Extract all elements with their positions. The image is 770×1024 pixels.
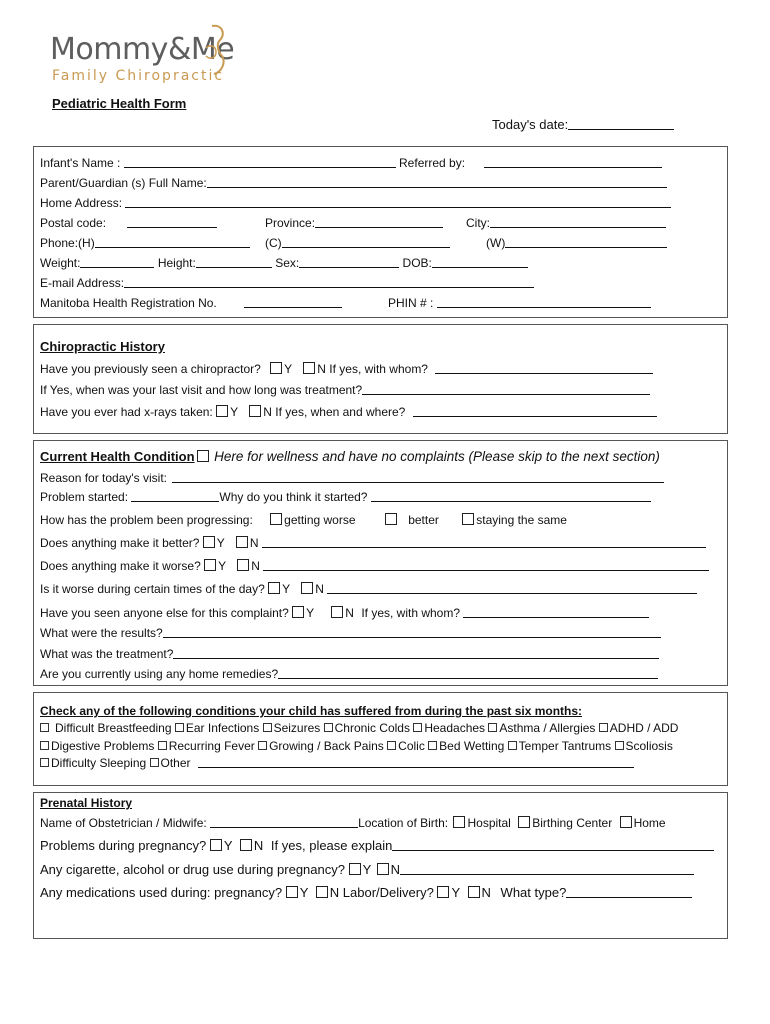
staying-same-label: staying the same	[476, 513, 567, 527]
results-label: What were the results?	[40, 626, 163, 640]
times-field[interactable]	[327, 582, 697, 594]
condition-label: Seizures	[273, 721, 321, 735]
obstetrician-row	[40, 816, 666, 830]
condition-label: Difficulty Sleeping	[51, 756, 147, 770]
condition-checkbox[interactable]	[158, 741, 167, 750]
obstetrician-label: Name of Obstetrician / Midwife:	[40, 816, 207, 830]
home-address-label: Home Address:	[40, 196, 123, 210]
no-label: N	[315, 582, 324, 596]
weight-label: Weight:	[40, 256, 81, 270]
phin-label: PHIN # :	[388, 296, 434, 310]
city-label: City:	[466, 216, 490, 230]
better-checkbox[interactable]	[385, 513, 397, 525]
times-no-checkbox[interactable]	[301, 582, 313, 594]
condition-checkbox[interactable]	[40, 723, 49, 732]
chiro-q3-label: Have you ever had x-rays taken:	[40, 405, 213, 419]
sex-label: Sex:	[275, 256, 300, 270]
better-no-checkbox[interactable]	[236, 536, 248, 548]
condition-label: Asthma / Allergies	[499, 721, 596, 735]
cigarette-field[interactable]	[400, 863, 694, 875]
condition-checkbox[interactable]	[40, 741, 49, 750]
condition-label: Other	[160, 756, 191, 770]
conditions-row-3	[40, 756, 634, 770]
province-field[interactable]	[315, 216, 443, 228]
chiro-q2-row	[40, 383, 650, 397]
measurements-row	[40, 256, 528, 270]
chiro-q2-label: If Yes, when was your last visit and how long was treatment?	[40, 383, 363, 397]
height-label: Height:	[157, 256, 196, 270]
no-label: N	[481, 885, 491, 900]
why-field[interactable]	[371, 490, 651, 502]
cigarette-label: Any cigarette, alcohol or drug use during pregnancy?	[40, 862, 345, 877]
obstetrician-field[interactable]	[210, 816, 358, 828]
yes-label: Y	[299, 885, 309, 900]
prenatal-title: Prenatal History	[40, 796, 133, 810]
parent-name-row	[40, 176, 667, 190]
referred-by-label: Referred by:	[399, 156, 466, 170]
worse-field[interactable]	[263, 559, 709, 571]
seen-yes-checkbox[interactable]	[292, 606, 304, 618]
referred-by-field[interactable]	[484, 156, 662, 168]
why-label: Why do you think it started?	[219, 490, 368, 504]
chiro-q1-field[interactable]	[435, 362, 653, 374]
phin-field[interactable]	[437, 296, 651, 308]
treatment-row	[40, 647, 659, 661]
phone-h-field[interactable]	[95, 236, 250, 248]
chiro-q2-field[interactable]	[362, 383, 650, 395]
seen-after: If yes, with whom?	[361, 606, 461, 620]
condition-checkbox[interactable]	[324, 723, 333, 732]
type-label: What type?	[500, 885, 567, 900]
conditions-row-1	[40, 721, 678, 735]
yes-label: Y	[223, 838, 233, 853]
province-row	[265, 216, 443, 230]
yes-label: Y	[284, 362, 292, 376]
chiro-q3-field[interactable]	[413, 405, 657, 417]
condition-checkbox[interactable]	[387, 741, 396, 750]
times-yes-checkbox[interactable]	[268, 582, 280, 594]
condition-checkbox[interactable]	[428, 741, 437, 750]
infant-name-field[interactable]	[124, 156, 396, 168]
condition-label: Scoliosis	[625, 739, 673, 753]
problems-label: Problems during pregnancy?	[40, 838, 207, 853]
phone-row	[40, 236, 250, 250]
logo-sub-text: Family Chiropractic	[52, 68, 225, 84]
reason-row	[40, 471, 664, 485]
mhr-label: Manitoba Health Registration No.	[40, 296, 217, 310]
birthing-center-label: Birthing Center	[532, 816, 613, 830]
infant-name-label: Infant's Name :	[40, 156, 121, 170]
remedies-label: Are you currently using any home remedies?	[40, 667, 279, 681]
condition-label: Ear Infections	[185, 721, 260, 735]
better-row	[40, 536, 706, 550]
logo-mother-child-icon	[192, 22, 232, 80]
other-condition-field[interactable]	[198, 756, 634, 768]
worse-yes-checkbox[interactable]	[204, 559, 216, 571]
remedies-row	[40, 667, 658, 681]
phone-c-field[interactable]	[282, 236, 450, 248]
chiro-q3-no-checkbox[interactable]	[249, 405, 261, 417]
chiro-q1-no-checkbox[interactable]	[303, 362, 315, 374]
phone-w-label: (W)	[486, 236, 506, 250]
chiro-title: Chiropractic History	[40, 339, 165, 354]
chiro-q3-yes-checkbox[interactable]	[216, 405, 228, 417]
labor-no-checkbox[interactable]	[468, 886, 480, 898]
hospital-checkbox[interactable]	[453, 816, 465, 828]
yes-label: Y	[282, 582, 290, 596]
getting-worse-checkbox[interactable]	[270, 513, 282, 525]
logo-main-text: Mommy&Me	[50, 32, 235, 67]
problems-row	[40, 838, 714, 853]
dob-label: DOB:	[402, 256, 432, 270]
problems-after: If yes, please explain	[270, 838, 393, 853]
postal-row	[40, 216, 217, 230]
worse-no-checkbox[interactable]	[237, 559, 249, 571]
patient-info-section	[33, 146, 728, 318]
birth-location-label: Location of Birth:	[358, 816, 449, 830]
condition-label: Difficult Breastfeeding	[55, 721, 172, 735]
medications-label: Any medications used during: pregnancy?	[40, 885, 283, 900]
city-row	[466, 216, 666, 230]
current-title-row	[40, 449, 660, 464]
progress-label: How has the problem been progressing:	[40, 513, 253, 527]
yes-label: Y	[306, 606, 314, 620]
no-label: N	[253, 838, 264, 853]
condition-label: ADHD / ADD	[609, 721, 679, 735]
yes-label: Y	[230, 405, 238, 419]
email-label: E-mail Address:	[40, 276, 125, 290]
treatment-field[interactable]	[173, 647, 659, 659]
mhr-field[interactable]	[244, 296, 342, 308]
condition-label: Temper Tantrums	[518, 739, 612, 753]
form-title: Pediatric Health Form	[52, 96, 187, 111]
better-label: better	[408, 513, 439, 527]
no-label: N	[263, 405, 272, 419]
wellness-checkbox[interactable]	[197, 450, 209, 462]
remedies-field[interactable]	[278, 667, 658, 679]
weight-field[interactable]	[80, 256, 154, 268]
phone-w-field[interactable]	[505, 236, 667, 248]
postal-code-field[interactable]	[127, 216, 217, 228]
phone-c-row	[265, 236, 450, 250]
treatment-label: What was the treatment?	[40, 647, 174, 661]
home-checkbox[interactable]	[620, 816, 632, 828]
infant-name-row	[40, 156, 662, 170]
mhr-row	[40, 296, 342, 310]
no-label: N	[249, 536, 259, 550]
condition-label: Digestive Problems	[51, 739, 155, 753]
todays-date-field[interactable]	[568, 118, 674, 130]
phone-w-row	[486, 236, 667, 250]
seen-question: Have you seen anyone else for this complaint?	[40, 606, 289, 620]
home-address-field[interactable]	[125, 196, 671, 208]
condition-checkbox[interactable]	[599, 723, 608, 732]
no-label: N	[345, 606, 354, 620]
started-label: Problem started:	[40, 490, 129, 504]
condition-checkbox[interactable]	[175, 723, 184, 732]
postal-code-label: Postal code:	[40, 216, 107, 230]
condition-label: Colic	[398, 739, 425, 753]
type-field[interactable]	[566, 886, 692, 898]
cig-no-checkbox[interactable]	[377, 863, 389, 875]
times-question: Is it worse during certain times of the day?	[40, 582, 265, 596]
better-yes-checkbox[interactable]	[203, 536, 215, 548]
dob-field[interactable]	[432, 256, 528, 268]
labor-yes-checkbox[interactable]	[437, 886, 449, 898]
email-field[interactable]	[124, 276, 534, 288]
worse-question: Does anything make it worse?	[40, 559, 201, 573]
condition-label: Growing / Back Pains	[269, 739, 384, 753]
cigarette-row	[40, 862, 694, 877]
chiro-q3-row	[40, 405, 657, 419]
wellness-text: Here for wellness and have no complaints (Please skip to the next section)	[214, 449, 660, 464]
times-row	[40, 582, 697, 596]
height-field[interactable]	[196, 256, 272, 268]
parent-name-field[interactable]	[207, 176, 667, 188]
condition-checkbox[interactable]	[40, 758, 49, 767]
condition-label: Bed Wetting	[439, 739, 505, 753]
started-field[interactable]	[131, 490, 219, 502]
parent-name-label: Parent/Guardian (s) Full Name:	[40, 176, 207, 190]
chiro-q1-after: If yes, with whom?	[329, 362, 428, 376]
meds-no-checkbox[interactable]	[316, 886, 328, 898]
labor-label: Labor/Delivery?	[342, 885, 434, 900]
sex-field[interactable]	[299, 256, 399, 268]
conditions-title: Check any of the following conditions your child has suffered from during the past six months:	[40, 704, 583, 718]
problems-yes-checkbox[interactable]	[210, 839, 222, 851]
chiro-q1-row	[40, 362, 653, 376]
getting-worse-label: getting worse	[284, 513, 356, 527]
birthing-center-checkbox[interactable]	[518, 816, 530, 828]
seen-row	[40, 606, 649, 620]
no-label: N	[317, 362, 326, 376]
yes-label: Y	[216, 536, 225, 550]
staying-same-checkbox[interactable]	[462, 513, 474, 525]
medications-row	[40, 885, 692, 900]
condition-label: Recurring Fever	[168, 739, 255, 753]
todays-date	[492, 117, 674, 132]
chiro-q3-after: If yes, when and where?	[275, 405, 406, 419]
seen-no-checkbox[interactable]	[331, 606, 343, 618]
conditions-row-2	[40, 739, 673, 753]
yes-label: Y	[362, 862, 372, 877]
started-row	[40, 490, 651, 504]
no-label: N	[251, 559, 260, 573]
phone-h-label: Phone:(H)	[40, 236, 95, 250]
results-row	[40, 626, 661, 640]
home-address-row	[40, 196, 671, 210]
cig-yes-checkbox[interactable]	[349, 863, 361, 875]
phin-row	[388, 296, 651, 310]
seen-field[interactable]	[463, 606, 649, 618]
reason-label: Reason for today's visit:	[40, 471, 168, 485]
meds-yes-checkbox[interactable]	[286, 886, 298, 898]
better-field[interactable]	[262, 536, 706, 548]
condition-checkbox[interactable]	[488, 723, 497, 732]
results-field[interactable]	[163, 626, 661, 638]
current-title: Current Health Condition	[40, 449, 195, 464]
condition-label: Chronic Colds	[334, 721, 410, 735]
city-field[interactable]	[490, 216, 666, 228]
yes-label: Y	[451, 885, 460, 900]
problems-no-checkbox[interactable]	[240, 839, 252, 851]
progress-row	[40, 513, 567, 527]
worse-row	[40, 559, 709, 573]
condition-label: Headaches	[424, 721, 486, 735]
condition-checkbox[interactable]	[413, 723, 422, 732]
chiro-q1-yes-checkbox[interactable]	[270, 362, 282, 374]
condition-checkbox[interactable]	[258, 741, 267, 750]
province-label: Province:	[265, 216, 316, 230]
condition-checkbox[interactable]	[615, 741, 624, 750]
condition-checkbox[interactable]	[508, 741, 517, 750]
problems-field[interactable]	[392, 839, 714, 851]
reason-field[interactable]	[172, 471, 664, 483]
yes-label: Y	[218, 559, 226, 573]
better-question: Does anything make it better?	[40, 536, 200, 550]
condition-checkbox[interactable]	[150, 758, 159, 767]
home-label: Home	[633, 816, 666, 830]
email-row	[40, 276, 534, 290]
phone-c-label: (C)	[265, 236, 282, 250]
hospital-label: Hospital	[467, 816, 511, 830]
no-label: N	[329, 885, 340, 900]
chiro-q1-label: Have you previously seen a chiropractor?	[40, 362, 261, 376]
no-label: N	[390, 862, 401, 877]
todays-date-label: Today's date:	[492, 117, 569, 132]
condition-checkbox[interactable]	[263, 723, 272, 732]
